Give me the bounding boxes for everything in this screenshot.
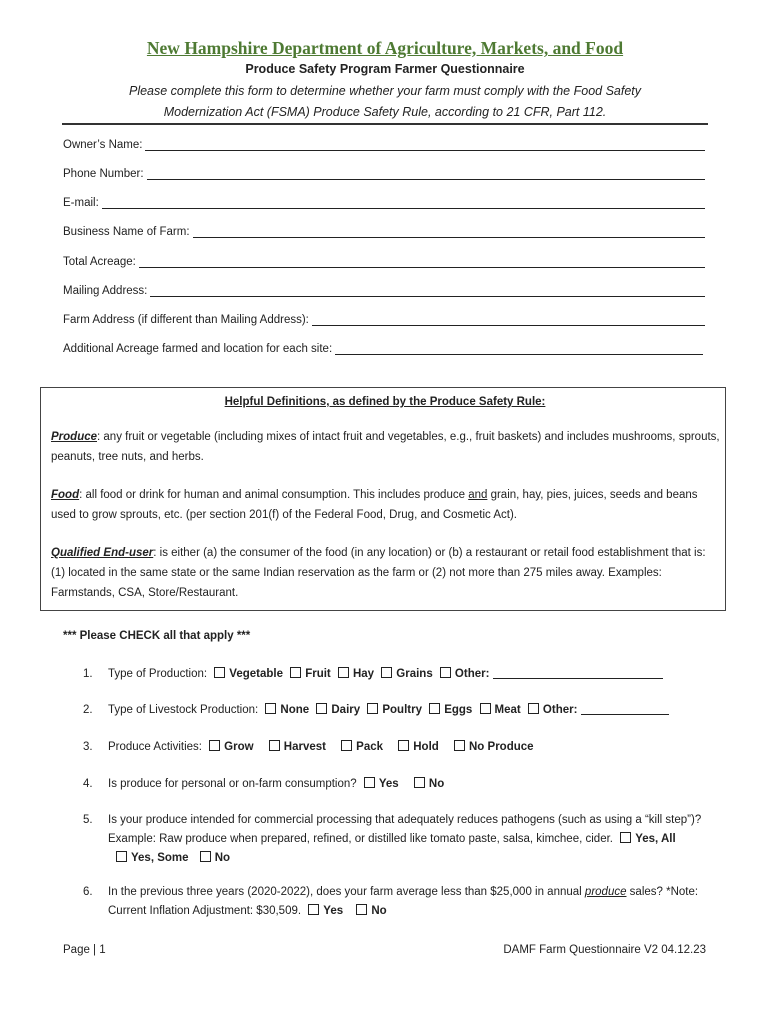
definition-term: Food xyxy=(51,489,80,501)
checkbox[interactable] xyxy=(308,904,319,915)
phone-number-field[interactable] xyxy=(63,164,705,180)
form-version: DAMF Farm Questionnaire V2 04.12.23 xyxy=(503,944,706,956)
email-field[interactable] xyxy=(63,193,705,209)
question-number: 3. xyxy=(83,741,93,753)
checklist-heading: *** Please CHECK all that apply *** xyxy=(63,630,251,642)
option-no-produce[interactable]: No Produce xyxy=(454,741,534,753)
option-hay[interactable]: Hay xyxy=(338,668,374,680)
question-produce-activities xyxy=(83,738,708,757)
checkbox[interactable] xyxy=(528,703,539,714)
food-definition xyxy=(51,485,721,525)
field-label: E-mail: xyxy=(63,197,99,209)
checkbox[interactable] xyxy=(341,740,352,751)
definition-text: : any fruit or vegetable (including mixes of intact fruit and vegetables, e.g., fruit baskets) and includes mushrooms, sprouts, peanuts, tree nuts, and herbs. xyxy=(51,431,720,463)
option-other[interactable]: Other: xyxy=(528,704,578,716)
checkbox[interactable] xyxy=(440,667,451,678)
option-grow[interactable]: Grow xyxy=(209,741,253,753)
question-text: In the previous three years (2020-2022), does your farm average less than $25,000 in annual xyxy=(108,886,585,898)
option-yes-all[interactable]: Yes, All xyxy=(620,833,676,845)
other-blank-line[interactable] xyxy=(581,703,669,715)
option-harvest[interactable]: Harvest xyxy=(269,741,326,753)
option-poultry[interactable]: Poultry xyxy=(367,704,422,716)
checkbox[interactable] xyxy=(290,667,301,678)
field-label: Total Acreage: xyxy=(63,256,136,268)
question-text: Is your produce intended for commercial processing that adequately reduces pathogens (such as using a “kill step”)? Example: Raw produce when prepared, refined, or distilled like tomato paste, salsa, kimchee, cider. xyxy=(108,814,702,845)
option-yes[interactable]: Yes xyxy=(364,778,399,790)
field-label: Owner’s Name: xyxy=(63,139,143,151)
blank-line[interactable] xyxy=(335,343,703,355)
total-acreage-field[interactable] xyxy=(63,252,705,268)
checkbox[interactable] xyxy=(316,703,327,714)
option-yes[interactable]: Yes xyxy=(308,905,343,917)
option-pack[interactable]: Pack xyxy=(341,741,383,753)
definition-emphasis: and xyxy=(468,489,488,501)
question-annual-sales xyxy=(83,883,708,921)
checkbox[interactable] xyxy=(214,667,225,678)
blank-line[interactable] xyxy=(102,197,705,209)
definition-text: : is either (a) the consumer of the food (in any location) or (b) a restaurant or retail food establishment that is: (1) located in the same state or the same Indian reservation as the farm or (2) not more than 275 miles away. Examples: Farmstands, CSA, Store/Restaurant. xyxy=(51,547,706,599)
question-commercial-processing xyxy=(83,811,708,868)
department-title: New Hampshire Department of Agriculture, Markets, and Food xyxy=(146,38,624,58)
blank-line[interactable] xyxy=(145,139,705,151)
header-divider xyxy=(62,123,708,125)
field-label: Mailing Address: xyxy=(63,285,148,297)
field-label: Business Name of Farm: xyxy=(63,226,190,238)
blank-line[interactable] xyxy=(193,226,705,238)
question-emphasis: produce xyxy=(584,886,627,898)
field-label: Farm Address (if different than Mailing Address): xyxy=(63,314,309,326)
question-text: Type of Livestock Production: xyxy=(108,704,259,716)
checkbox[interactable] xyxy=(620,832,631,843)
option-other[interactable]: Other: xyxy=(440,668,490,680)
option-none[interactable]: None xyxy=(265,704,309,716)
option-grains[interactable]: Grains xyxy=(381,668,432,680)
field-label: Additional Acreage farmed and location for each site: xyxy=(63,343,333,355)
checkbox[interactable] xyxy=(116,851,127,862)
blank-line[interactable] xyxy=(147,168,705,180)
question-production-type xyxy=(83,665,708,684)
owner-name-field[interactable] xyxy=(63,135,705,151)
other-blank-line[interactable] xyxy=(493,667,663,679)
additional-acreage-field[interactable] xyxy=(63,339,703,355)
definitions-title: Helpful Definitions, as defined by the Produce Safety Rule: xyxy=(224,396,546,408)
blank-line[interactable] xyxy=(150,285,705,297)
qualified-end-user-definition xyxy=(51,543,721,603)
checkbox[interactable] xyxy=(381,667,392,678)
form-subtitle: Produce Safety Program Farmer Questionnaire xyxy=(245,62,525,76)
page-number: Page | 1 xyxy=(63,944,106,956)
definition-text: : all food or drink for human and animal consumption. This includes produce xyxy=(79,489,469,501)
option-no[interactable]: No xyxy=(200,852,230,864)
question-number: 2. xyxy=(83,704,93,716)
question-number: 4. xyxy=(83,778,93,790)
question-number: 1. xyxy=(83,668,93,680)
option-yes-some[interactable]: Yes, Some xyxy=(116,852,189,864)
checkbox[interactable] xyxy=(398,740,409,751)
mailing-address-field[interactable] xyxy=(63,281,705,297)
definition-term: Qualified End-user xyxy=(51,547,154,559)
checkbox[interactable] xyxy=(364,777,375,788)
field-label: Phone Number: xyxy=(63,168,144,180)
option-no[interactable]: No xyxy=(356,905,386,917)
produce-definition xyxy=(51,427,721,467)
business-name-field[interactable] xyxy=(63,222,705,238)
farm-address-field[interactable] xyxy=(63,310,705,326)
option-meat[interactable]: Meat xyxy=(480,704,521,716)
blank-line[interactable] xyxy=(312,314,705,326)
option-no[interactable]: No xyxy=(414,778,444,790)
question-number: 5. xyxy=(83,814,93,826)
question-personal-consumption xyxy=(83,775,708,794)
checkbox[interactable] xyxy=(480,703,491,714)
question-livestock-type xyxy=(83,701,708,720)
option-eggs[interactable]: Eggs xyxy=(429,704,472,716)
checkbox[interactable] xyxy=(338,667,349,678)
checkbox[interactable] xyxy=(269,740,280,751)
question-text: Is produce for personal or on-farm consumption? xyxy=(108,778,357,790)
form-instructions: Please complete this form to determine whether your farm must comply with the Food Safety Modernization Act (FSMA) Produce Safety Rule, according to 21 CFR, Part 112. xyxy=(128,84,642,119)
checkbox[interactable] xyxy=(429,703,440,714)
blank-line[interactable] xyxy=(139,256,705,268)
checkbox[interactable] xyxy=(367,703,378,714)
checkbox[interactable] xyxy=(209,740,220,751)
question-number: 6. xyxy=(83,886,93,898)
option-vegetable[interactable]: Vegetable xyxy=(214,668,283,680)
checkbox[interactable] xyxy=(356,904,367,915)
question-text: sales? *Note: Current Inflation Adjustment: $30,509. xyxy=(108,886,699,917)
checkbox[interactable] xyxy=(265,703,276,714)
definition-term: Produce xyxy=(51,431,98,443)
checkbox[interactable] xyxy=(414,777,425,788)
option-fruit[interactable]: Fruit xyxy=(290,668,331,680)
question-text: Produce Activities: xyxy=(108,741,202,753)
checkbox[interactable] xyxy=(200,851,211,862)
checkbox[interactable] xyxy=(454,740,465,751)
option-hold[interactable]: Hold xyxy=(398,741,439,753)
option-dairy[interactable]: Dairy xyxy=(316,704,360,716)
definition-text: grain, hay, pies, juices, seeds and beans used to grow sprouts, etc. (per section 201(f) of the Federal Food, Drug, and Cosmetic Act). xyxy=(51,489,698,521)
question-text: Type of Production: xyxy=(108,668,208,680)
